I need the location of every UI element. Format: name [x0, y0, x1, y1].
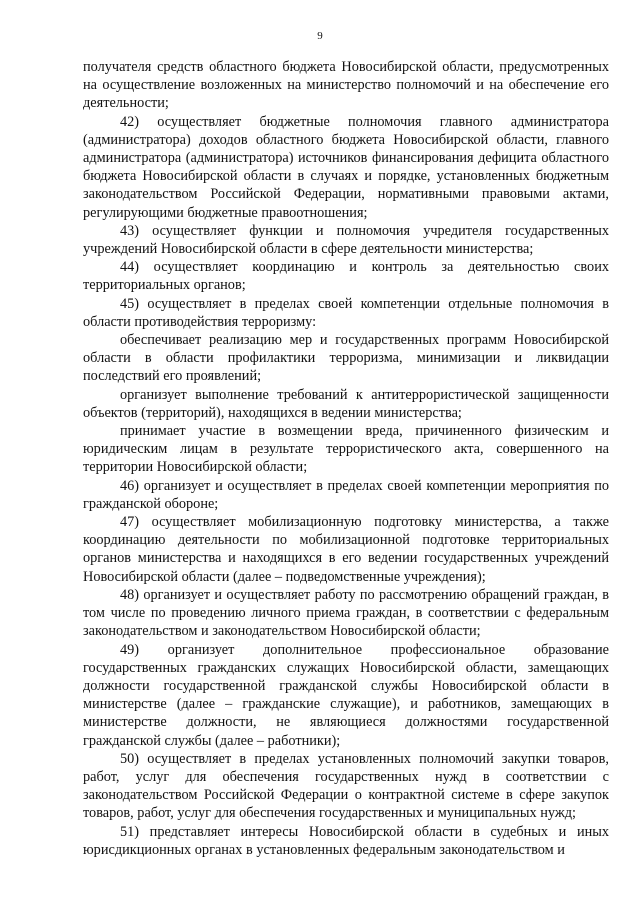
paragraph-item-44: 44) осуществляет координацию и контроль за деятельностью своих территориальных органов;	[83, 259, 609, 294]
paragraph-item-43: 43) осуществляет функции и полномочия учредителя государственных учреждений Новосибирской области в сфере деятельности министерства;	[83, 222, 609, 258]
document-body	[83, 58, 609, 859]
paragraph-sub-item-3: принимает участие в возмещении вреда, причиненного физическим и юридическим лицам в результате террористического акта, совершенного на территории Новосибирской области;	[83, 423, 609, 476]
paragraph-sub-item-1: обеспечивает реализацию мер и государственных программ Новосибирской области в области профилактики терроризма, минимизации и ликвидации последствий его проявлений;	[83, 332, 609, 385]
paragraph-item-49: 49) организует дополнительное профессиональное образование государственных гражданских служащих Новосибирской области, замещающих должности государственной гражданской службы Новосибирской области в министерстве (далее – гражданские служащие), и работников, замещающих в министерстве должности, не являющиеся должностями государственной гражданской службы (далее – работники);	[83, 641, 609, 749]
paragraph-item-48: 48) организует и осуществляет работу по рассмотрению обращений граждан, в том числе по проведению личного приема граждан, в соответствии с федеральным законодательством и законодательством Новосибирской области;	[83, 586, 609, 640]
paragraph-sub-item-2: организует выполнение требований к антитеррористической защищенности объектов (территорий), находящихся в ведении министерства;	[83, 386, 609, 421]
page-number: 9	[317, 30, 323, 42]
paragraph-item-46: 46) организует и осуществляет в пределах своей компетенции мероприятия по гражданской обороне;	[83, 477, 609, 512]
paragraph-item-42: 42) осуществляет бюджетные полномочия главного администратора (администратора) доходов областного бюджета Новосибирской области, главного администратора (администратора) источников финансирования дефицита областного бюджета Новосибирской области в случаях и порядке, установленных бюджетным законодательством Российской Федерации, нормативными правовыми актами, регулирующими бюджетные правоотношения;	[83, 113, 609, 221]
paragraph-item-50: 50) осуществляет в пределах установленных полномочий закупки товаров, работ, услуг для обеспечения государственных нужд в соответствии с законодательством Российской Федерации о контрактной системе в сфере закупок товаров, работ, услуг для обеспечения государственных и муниципальных нужд;	[83, 750, 609, 822]
paragraph-item-47: 47) осуществляет мобилизационную подготовку министерства, а также координацию деятельности по мобилизационной подготовке территориальных органов министерства и находящихся в его ведении государственных учреждений Новосибирской области (далее – подведомственные учреждения);	[83, 514, 609, 585]
paragraph-item-51: 51) представляет интересы Новосибирской области в судебных и иных юрисдикционных органах в установленных федеральным законодательством и	[83, 823, 609, 858]
paragraph-continuation: получателя средств областного бюджета Новосибирской области, предусмотренных на осуществление возложенных на министерство полномочий и на обеспечение его деятельности;	[83, 59, 609, 112]
paragraph-item-45: 45) осуществляет в пределах своей компетенции отдельные полномочия в области противодействия терроризму:	[83, 295, 609, 330]
